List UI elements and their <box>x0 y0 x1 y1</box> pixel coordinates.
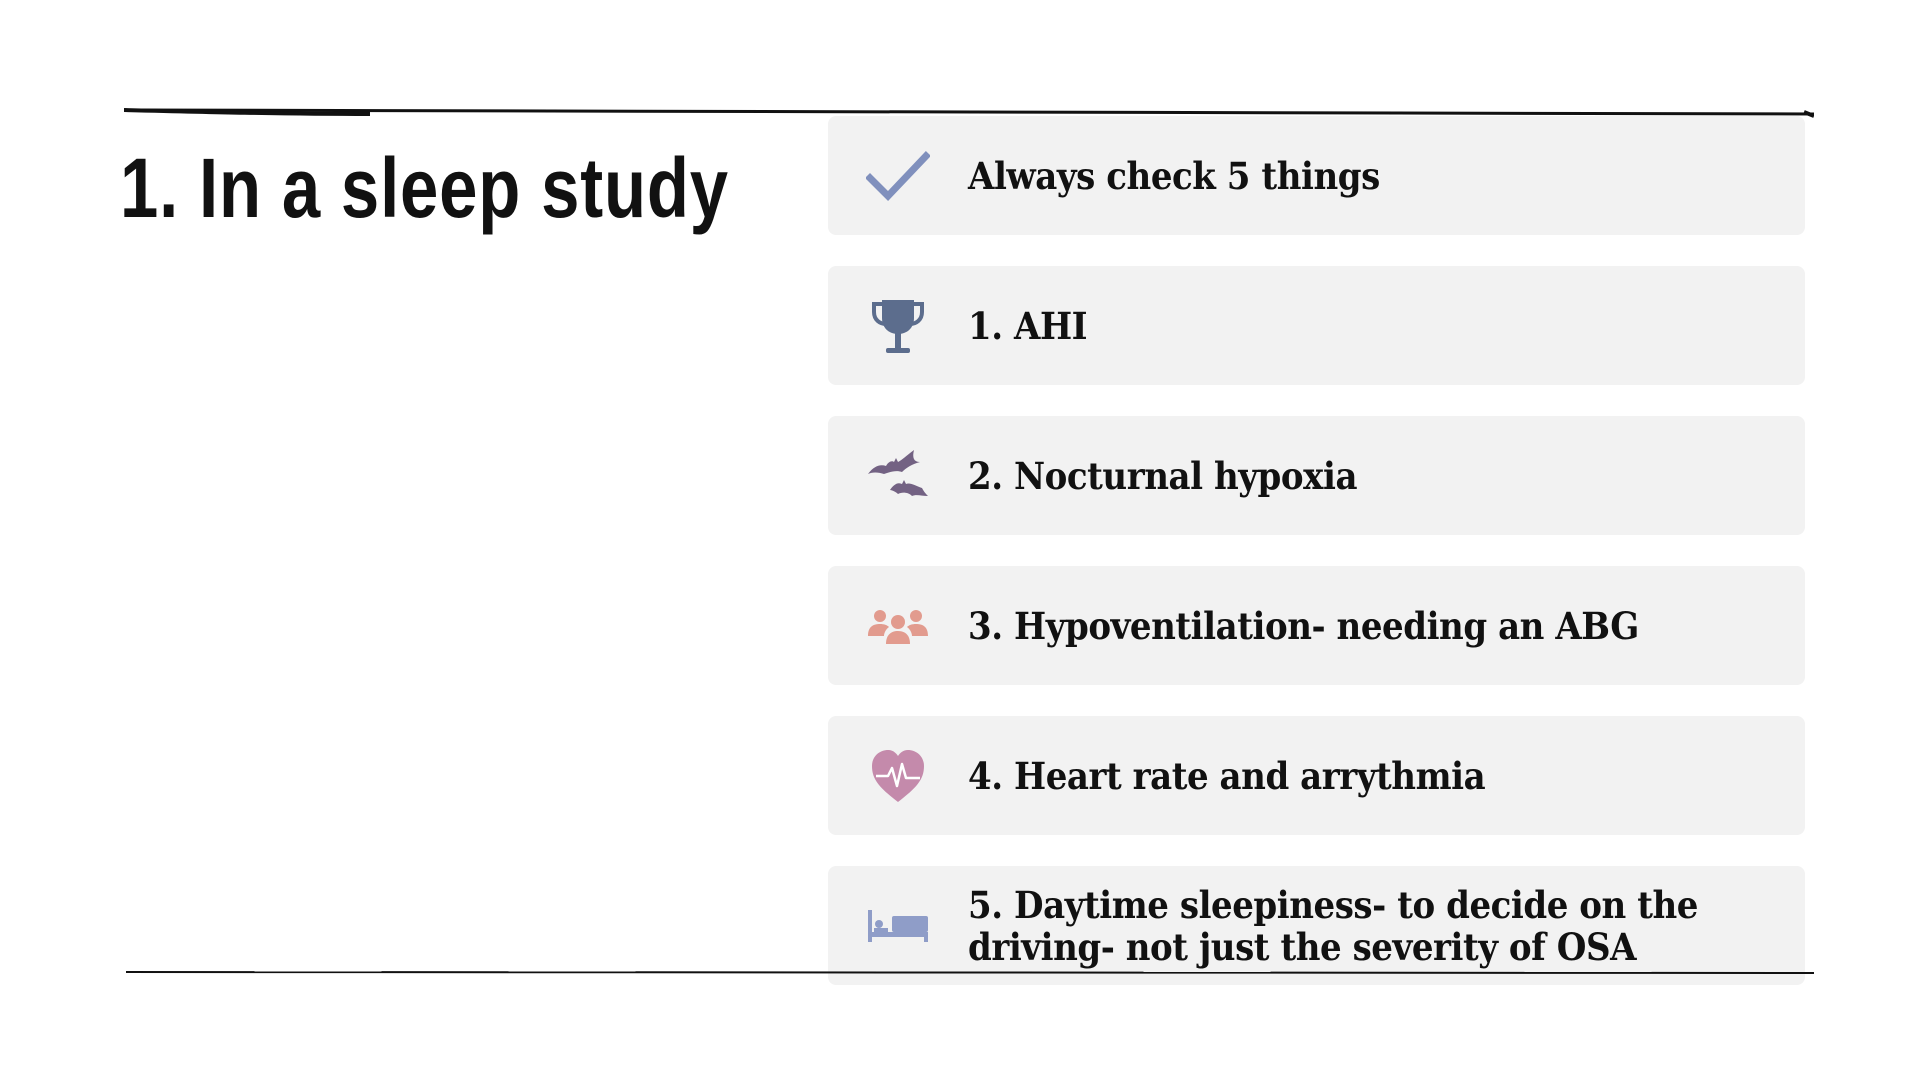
trophy-icon <box>866 294 930 358</box>
page-title: 1. In a sleep study <box>120 141 729 235</box>
list-item-header <box>828 116 1805 235</box>
list-item-daytime-sleepiness <box>828 866 1805 985</box>
bed-icon <box>866 894 930 958</box>
list-item-label: 3. Hypoventilation- needing an ABG <box>968 603 1639 648</box>
list-item-label: 5. Daytime sleepiness- to decide on the driving- not just the severity of OSA <box>968 882 1698 969</box>
group-icon <box>866 594 930 658</box>
list-item-ahi <box>828 266 1805 385</box>
checkmark-icon <box>866 144 930 208</box>
heart-pulse-icon <box>866 744 930 808</box>
list-item-hypoxia <box>828 416 1805 535</box>
list-item-hypoventilation <box>828 566 1805 685</box>
bats-icon <box>866 444 930 508</box>
list-item-label: Always check 5 things <box>968 153 1380 198</box>
bottom-rule <box>126 970 1814 976</box>
list-item-label: 4. Heart rate and arrythmia <box>968 753 1486 798</box>
list-item-label: 2. Nocturnal hypoxia <box>968 453 1358 498</box>
list-item-label: 1. AHI <box>968 303 1088 348</box>
list-item-heart-rate <box>828 716 1805 835</box>
